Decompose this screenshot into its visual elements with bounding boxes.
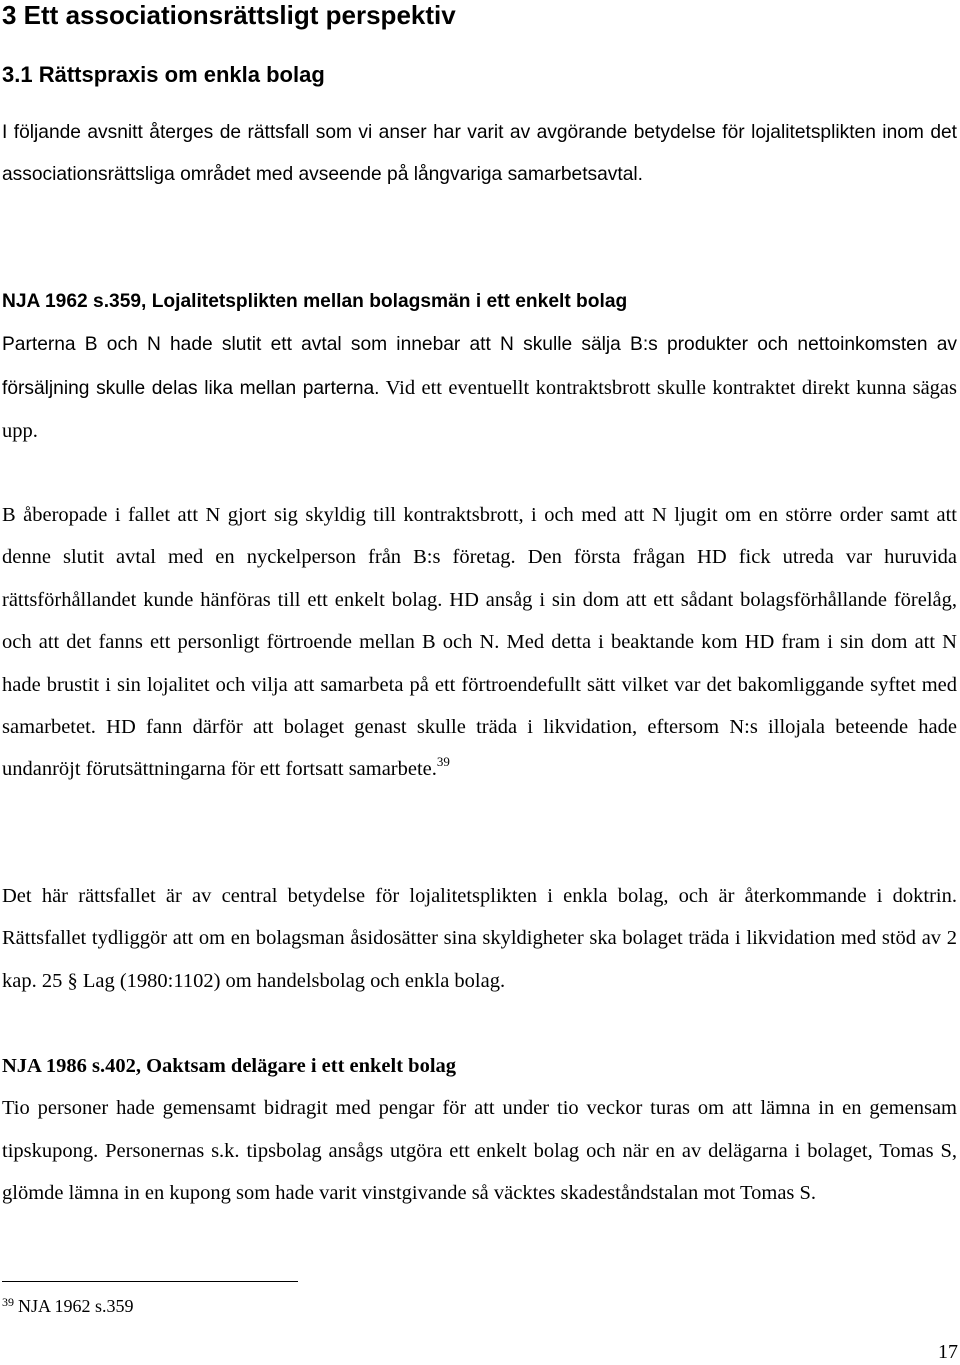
case2-block xyxy=(2,1045,957,1215)
case1-title: NJA 1962 s.359, Lojalitetsplikten mellan bolagsmän i ett enkelt bolag xyxy=(2,291,628,312)
case1-facts xyxy=(2,323,957,452)
case1-analysis xyxy=(2,494,957,791)
footnote-reference: 39 xyxy=(436,754,450,770)
page-number: 17 xyxy=(938,1341,958,1363)
case1-facts-serif: Vid ett eventuellt kontraktsbrott skulle kontraktet direkt kunna sägas upp. xyxy=(2,376,957,443)
case1-analysis-text: B åberopade i fallet att N gjort sig skyldig till kontraktsbrott, i och med att N ljugit om en större order samt att denne slutit avtal med en nyckelperson från B:s företag. Den första frågan HD fick utreda var huruvida rättsförhållandet kunde hänföras till ett enkelt bolag. HD ansåg i sin dom att ett sådant bolagsförhållande förelåg, och att det fanns ett personligt förtroende mellan B och N. Med detta i beaktande kom HD fram i sin dom att N hade brustit i sin lojalitet och vilja att samarbeta på ett förtroendefullt sätt vilket var det bakomliggande syftet med samarbetet. HD fann därför att bolaget genast skulle träda i likvidation, eftersom N:s illojala beteende hade undanröjt förutsättningarna för ett fortsatt samarbete. xyxy=(2,504,957,781)
case2-facts: Tio personer hade gemensamt bidragit med pengar för att under tio veckor turas om att lämna in en gemensam tipskupong. Personernas s.k. tipsbolag ansågs utgöra ett enkelt bolag och när en av delägarna i bolaget, Tomas S, glömde lämna in en kupong som hade varit vinstgivande så väcktes skadeståndstalan mot Tomas S. xyxy=(2,1097,957,1205)
footnote-divider xyxy=(2,1281,298,1282)
footnote-number: 39 xyxy=(2,1295,14,1309)
section-heading: 3.1 Rättspraxis om enkla bolag xyxy=(2,62,325,87)
case2-title: NJA 1986 s.402, Oaktsam delägare i ett enkelt bolag xyxy=(2,1055,457,1077)
footnote xyxy=(2,1295,134,1317)
case1-significance: Det här rättsfallet är av central betydelse för lojalitetsplikten i enkla bolag, och är återkommande i doktrin. Rättsfallet tydliggör att om en bolagsman åsidosätter sina skyldigheter ska bolaget träda i likvidation med stöd av 2 kap. 25 § Lag (1980:1102) om handelsbolag och enkla bolag. xyxy=(2,885,957,992)
footnote-text: NJA 1962 s.359 xyxy=(18,1296,134,1316)
intro-paragraph: I följande avsnitt återges de rättsfall som vi anser har varit av avgörande betydelse för lojalitetsplikten inom det associationsrättsliga området med avseende på långvariga samarbetsavtal. xyxy=(2,122,957,186)
chapter-heading: 3 Ett associationsrättsligt perspektiv xyxy=(2,0,456,30)
case1-facts-sans: Parterna B och N hade slutit ett avtal som innebar att N skulle sälja B:s produkter och nettoinkomsten av försäljning skulle delas lika mellan parterna. xyxy=(2,334,957,399)
case1-block xyxy=(2,281,957,453)
